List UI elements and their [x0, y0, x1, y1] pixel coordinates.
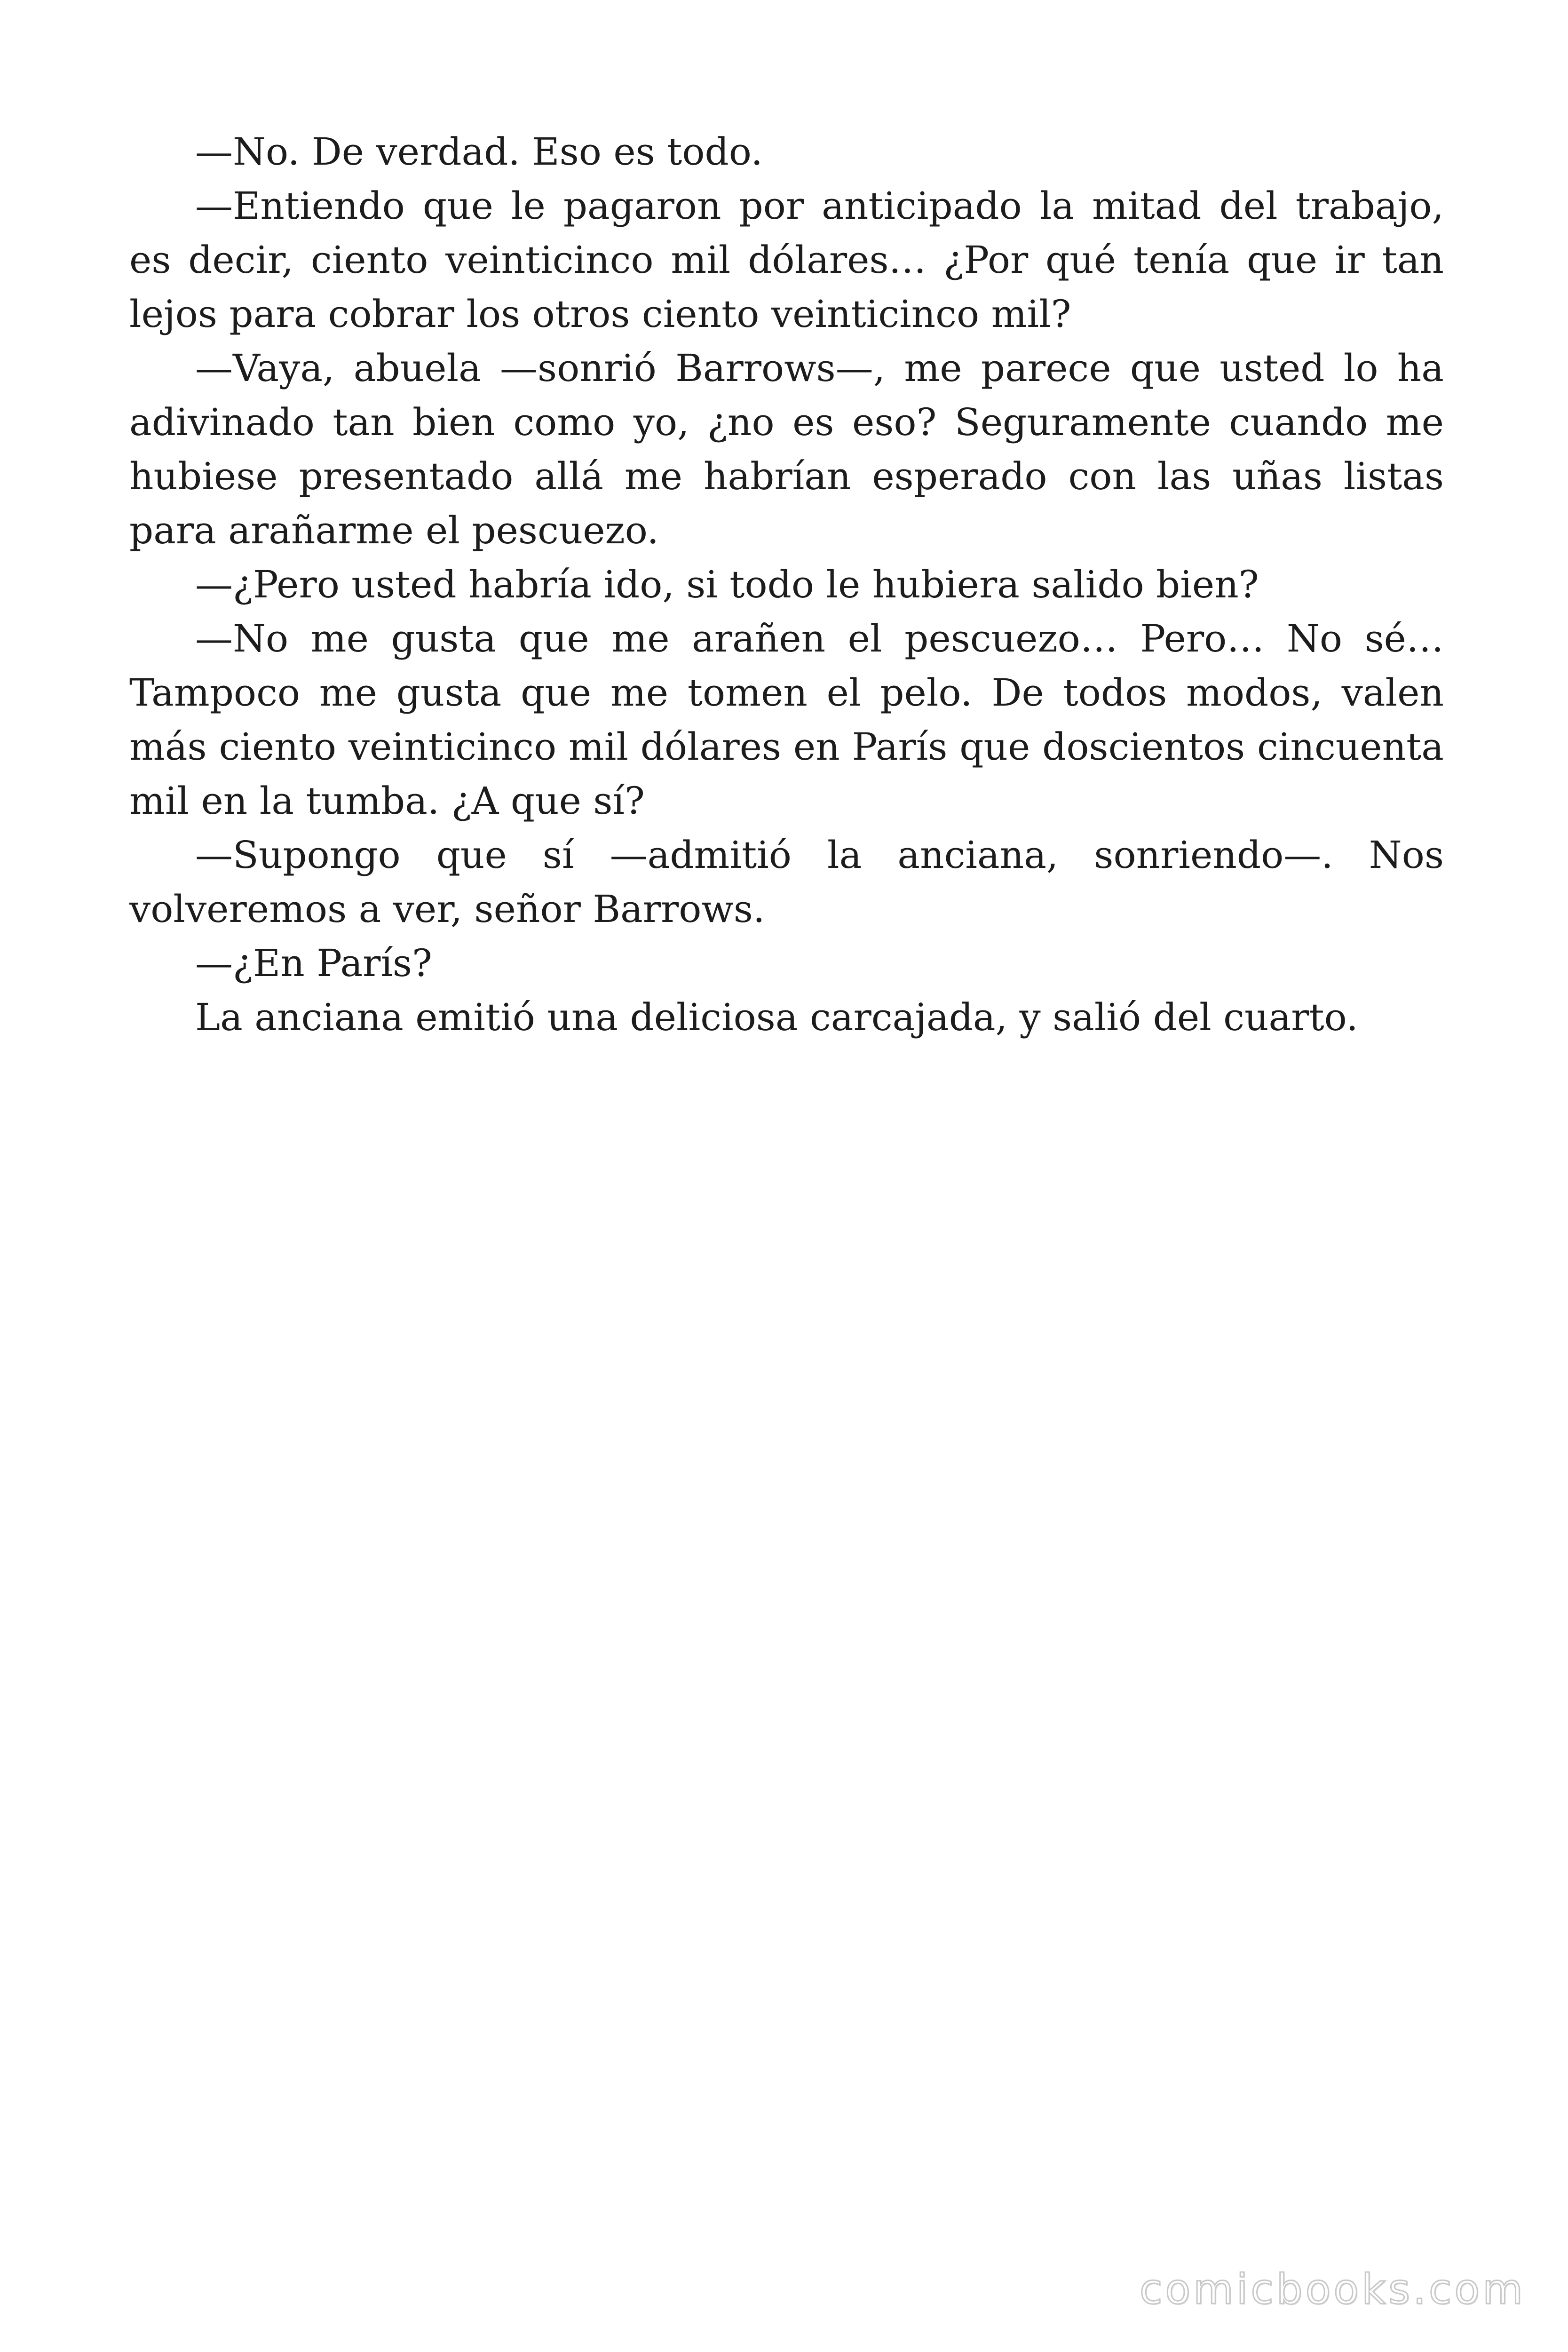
paragraph-2: —Entiendo que le pagaron por anticipado la mitad del trabajo, es decir, ciento veinticinco mil dólares… ¿Por qué tenía que ir tan lejos para cobrar los otros ciento veinticinco mil? [129, 184, 1444, 336]
paragraph-7: —¿En París? [195, 941, 432, 985]
paragraph-3: —Vaya, abuela —sonrió Barrows—, me parece que usted lo ha adivinado tan bien como yo, ¿no es eso? Seguramente cuando me hubiese presentado allá me habrían esperado con las uñas listas para arañarme el pescuezo. [129, 346, 1444, 552]
site-watermark: comicbooks.com [1139, 2265, 1526, 2313]
paragraph-5: —No me gusta que me arañen el pescuezo… Pero… No sé… Tampoco me gusta que me tomen el pelo. De todos modos, valen más ciento veinticinco mil dólares en París que doscientos cincuenta mil en la tumba. ¿A que sí? [129, 617, 1444, 823]
body-text [129, 125, 1444, 1044]
paragraph-1: —No. De verdad. Eso es todo. [195, 130, 763, 174]
paragraph-8: La anciana emitió una deliciosa carcajada, y salió del cuarto. [195, 995, 1358, 1039]
paragraph-4: —¿Pero usted habría ido, si todo le hubiera salido bien? [195, 563, 1259, 606]
paragraph-6: —Supongo que sí —admitió la anciana, sonriendo—. Nos volveremos a ver, señor Barrows. [129, 833, 1444, 931]
